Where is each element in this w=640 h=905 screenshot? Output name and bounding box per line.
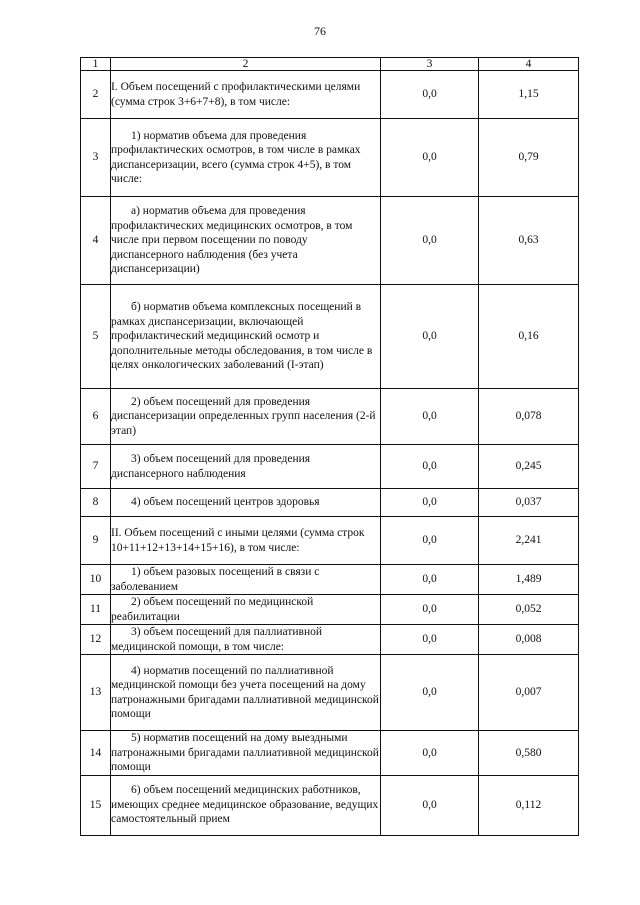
table-row [81,71,579,119]
row-value-col4: 0,79 [479,119,579,197]
row-description: 1) норматив объема для проведения профилактических осмотров, в том числе в рамках диспансеризации, всего (сумма строк 4+5), в том числе: [111,129,361,185]
row-description-cell [111,595,381,625]
row-description-cell [111,517,381,565]
row-description: а) норматив объема для проведения профилактических медицинских осмотров, в том числе при первом посещении по поводу диспансерного наблюдения (без учета диспансеризации) [111,205,353,276]
row-number: 15 [81,775,111,835]
row-value-col3: 0,0 [381,285,479,389]
row-description-cell [111,119,381,197]
row-description: 2) объем посещений по медицинской реабилитации [111,596,314,623]
row-value-col3: 0,0 [381,655,479,731]
row-number: 5 [81,285,111,389]
row-value-col3: 0,0 [381,389,479,445]
table-row [81,731,579,776]
page-number: 76 [314,24,326,38]
row-description-cell [111,285,381,389]
row-number: 6 [81,389,111,445]
row-description: 4) норматив посещений по паллиативной медицинской помощи без учета посещений на дому патронажными бригадами паллиативной медицинской помощи [111,664,379,720]
table-row [81,197,579,285]
row-value-col3: 0,0 [381,197,479,285]
table-header-row [81,58,579,71]
header-col-4: 4 [479,58,579,71]
row-description-cell [111,655,381,731]
row-description-cell [111,389,381,445]
row-description: 1) объем разовых посещений в связи с заболеванием [111,566,320,593]
table-row [81,595,579,625]
row-value-col4: 0,112 [479,775,579,835]
row-description-cell [111,71,381,119]
table-row [81,565,579,595]
row-number: 3 [81,119,111,197]
row-number: 11 [81,595,111,625]
row-description: 5) норматив посещений на дому выездными патронажными бригадами паллиативной медицинской помощи [111,732,379,773]
row-description: II. Объем посещений с иными целями (сумма строк 10+11+12+13+14+15+16), в том числе: [111,527,365,554]
row-description-cell [111,197,381,285]
row-description-cell [111,625,381,655]
table-row [81,119,579,197]
row-value-col3: 0,0 [381,119,479,197]
row-number: 9 [81,517,111,565]
row-value-col3: 0,0 [381,625,479,655]
row-value-col4: 0,078 [479,389,579,445]
table-row [81,285,579,389]
header-col-1: 1 [81,58,111,71]
norms-table [80,57,579,836]
row-value-col3: 0,0 [381,595,479,625]
table-row [81,625,579,655]
row-description-cell [111,775,381,835]
row-value-col3: 0,0 [381,517,479,565]
row-description: б) норматив объема комплексных посещений в рамках диспансеризации, включающей профилактический медицинский осмотр и дополнительные методы обследования, в том числе в целях онкологических заболеваний (I-этап) [111,301,373,372]
row-number: 10 [81,565,111,595]
row-value-col3: 0,0 [381,489,479,517]
row-value-col4: 1,489 [479,565,579,595]
table-row [81,655,579,731]
row-value-col3: 0,0 [381,445,479,489]
row-value-col4: 0,580 [479,731,579,776]
table-row [81,389,579,445]
row-description: 3) объем посещений для проведения диспансерного наблюдения [111,453,311,480]
row-number: 4 [81,197,111,285]
table-row [81,775,579,835]
row-value-col4: 0,16 [479,285,579,389]
table-row [81,517,579,565]
row-number: 8 [81,489,111,517]
row-value-col4: 0,007 [479,655,579,731]
row-description: 3) объем посещений для паллиативной медицинской помощи, в том числе: [111,626,323,653]
row-description-cell [111,731,381,776]
row-value-col4: 0,008 [479,625,579,655]
table-row [81,445,579,489]
row-description: 2) объем посещений для проведения диспансеризации определенных групп населения (2-й этап) [111,395,376,437]
row-description: I. Объем посещений с профилактическими целями (сумма строк 3+6+7+8), в том числе: [111,81,361,108]
row-value-col3: 0,0 [381,71,479,119]
row-description: 4) объем посещений центров здоровья [131,496,320,509]
row-number: 12 [81,625,111,655]
row-description-cell [111,445,381,489]
row-value-col4: 2,241 [479,517,579,565]
row-value-col3: 0,0 [381,565,479,595]
row-value-col3: 0,0 [381,775,479,835]
row-value-col4: 0,037 [479,489,579,517]
row-number: 2 [81,71,111,119]
row-number: 7 [81,445,111,489]
row-description-cell [111,565,381,595]
row-number: 14 [81,731,111,776]
row-value-col4: 0,052 [479,595,579,625]
row-description-cell [111,489,381,517]
row-value-col4: 0,63 [479,197,579,285]
header-col-2: 2 [111,58,381,71]
row-value-col4: 0,245 [479,445,579,489]
row-description: 6) объем посещений медицинских работников, имеющих среднее медицинское образование, ведущих самостоятельный прием [111,784,379,826]
table-row [81,489,579,517]
row-value-col3: 0,0 [381,731,479,776]
row-value-col4: 1,15 [479,71,579,119]
header-col-3: 3 [381,58,479,71]
row-number: 13 [81,655,111,731]
